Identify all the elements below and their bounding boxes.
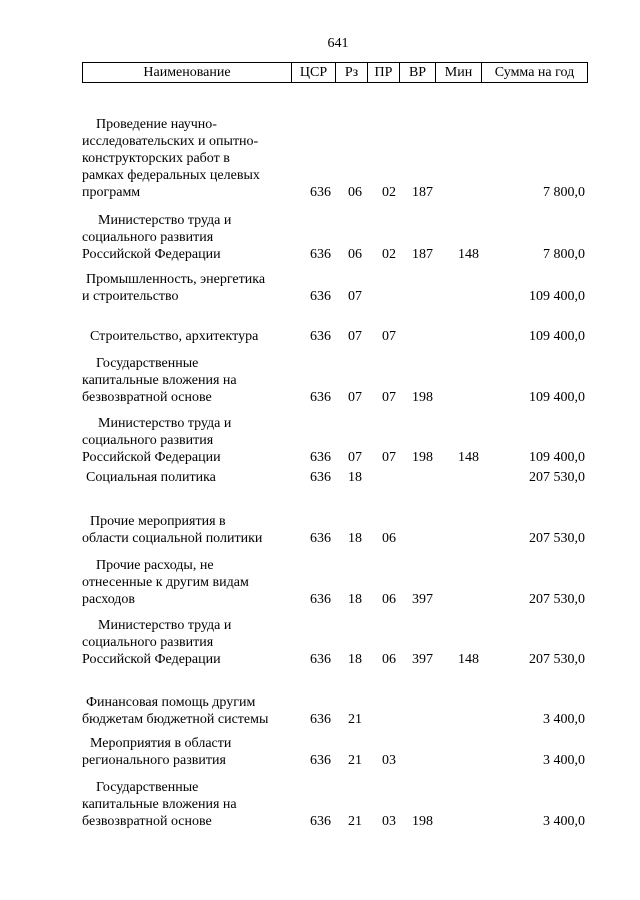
cell-rz: 21 [348, 814, 362, 829]
cell-csr: 636 [310, 450, 331, 465]
header-vr: ВР [400, 63, 436, 82]
row-name-line: Социальная политика [86, 470, 216, 485]
cell-rz: 18 [348, 470, 362, 485]
cell-vr: 187 [412, 247, 433, 262]
row-name-line: Промышленность, энергетика [86, 272, 266, 287]
row-name-line: безвозвратной основе [82, 390, 212, 405]
row-name-line: Министерство труда и [98, 213, 232, 228]
cell-sum: 3 400,0 [543, 814, 585, 829]
cell-csr: 636 [310, 712, 331, 727]
cell-sum: 207 530,0 [529, 531, 585, 546]
cell-rz: 07 [348, 289, 362, 304]
row-name-line: регионального развития [82, 753, 226, 768]
cell-sum: 207 530,0 [529, 470, 585, 485]
row-name-line: Министерство труда и [98, 416, 232, 431]
row-name [82, 328, 292, 345]
row-name [82, 617, 292, 668]
cell-csr: 636 [310, 329, 331, 344]
cell-vr: 397 [412, 652, 433, 667]
cell-rz: 18 [348, 652, 362, 667]
cell-sum: 7 800,0 [543, 185, 585, 200]
cell-csr: 636 [310, 592, 331, 607]
cell-sum: 3 400,0 [543, 712, 585, 727]
cell-csr: 636 [310, 247, 331, 262]
cell-sum: 207 530,0 [529, 652, 585, 667]
row-name-line: Министерство труда и [98, 618, 232, 633]
row-name [82, 469, 292, 486]
row-name-line: безвозвратной основе [82, 814, 212, 829]
header-rz: Рз [336, 63, 368, 82]
header-name: Наименование [83, 63, 292, 82]
cell-sum: 109 400,0 [529, 289, 585, 304]
cell-pr: 02 [382, 247, 396, 262]
cell-sum: 3 400,0 [543, 753, 585, 768]
row-name-line: Российской Федерации [82, 450, 221, 465]
cell-sum: 207 530,0 [529, 592, 585, 607]
cell-sum: 109 400,0 [529, 329, 585, 344]
cell-pr: 07 [382, 390, 396, 405]
row-name-line: Государственные [96, 356, 199, 371]
row-name [82, 415, 292, 466]
row-name-line: рамках федеральных целевых [82, 168, 260, 183]
row-name-line: Финансовая помощь другим [86, 695, 256, 710]
row-name-line: программ [82, 185, 141, 200]
row-name-line: Российской Федерации [82, 652, 221, 667]
cell-vr: 397 [412, 592, 433, 607]
cell-pr: 06 [382, 531, 396, 546]
cell-vr: 198 [412, 390, 433, 405]
table-header [82, 62, 588, 83]
cell-vr: 187 [412, 185, 433, 200]
row-name [82, 735, 292, 769]
cell-pr: 06 [382, 592, 396, 607]
cell-rz: 21 [348, 712, 362, 727]
row-name [82, 355, 292, 406]
row-name [82, 271, 292, 305]
row-name-line: Прочие мероприятия в [90, 514, 226, 529]
cell-pr: 07 [382, 329, 396, 344]
cell-csr: 636 [310, 390, 331, 405]
row-name-line: исследовательских и опытно- [82, 134, 259, 149]
header-sum: Сумма на год [494, 65, 575, 80]
row-name [82, 513, 292, 547]
cell-csr: 636 [310, 289, 331, 304]
cell-pr: 07 [382, 450, 396, 465]
row-name-line: Прочие расходы, не [96, 558, 214, 573]
header-pr: ПР [368, 63, 400, 82]
cell-rz: 21 [348, 753, 362, 768]
row-name-line: Строительство, архитектура [90, 329, 259, 344]
cell-csr: 636 [310, 753, 331, 768]
cell-csr: 636 [310, 814, 331, 829]
row-name-line: отнесенные к другим видам [82, 575, 249, 590]
cell-rz: 07 [348, 450, 362, 465]
row-name-line: Проведение научно- [96, 117, 217, 132]
row-name [82, 557, 292, 608]
cell-rz: 06 [348, 185, 362, 200]
row-name [82, 694, 292, 728]
row-name-line: бюджетам бюджетной системы [82, 712, 269, 727]
cell-rz: 06 [348, 247, 362, 262]
cell-pr: 02 [382, 185, 396, 200]
cell-pr: 03 [382, 753, 396, 768]
row-name [82, 212, 292, 263]
cell-csr: 636 [310, 470, 331, 485]
cell-sum: 7 800,0 [543, 247, 585, 262]
header-csr: ЦСР [292, 63, 336, 82]
cell-rz: 18 [348, 592, 362, 607]
row-name-line: области социальной политики [82, 531, 263, 546]
row-name [82, 779, 292, 830]
row-name-line: социального развития [82, 635, 214, 650]
row-name-line: Мероприятия в области [90, 736, 232, 751]
cell-min: 148 [458, 652, 479, 667]
row-name-line: Государственные [96, 780, 199, 795]
cell-sum: 109 400,0 [529, 450, 585, 465]
cell-rz: 07 [348, 390, 362, 405]
row-name-line: конструкторских работ в [82, 151, 230, 166]
cell-pr: 06 [382, 652, 396, 667]
cell-csr: 636 [310, 652, 331, 667]
cell-csr: 636 [310, 185, 331, 200]
row-name-line: капитальные вложения на [82, 797, 237, 812]
row-name-line: расходов [82, 592, 136, 607]
row-name-line: социального развития [82, 433, 214, 448]
header-min: Мин [436, 63, 482, 82]
row-name-line: капитальные вложения на [82, 373, 237, 388]
cell-rz: 18 [348, 531, 362, 546]
page-number: 641 [327, 36, 349, 51]
cell-rz: 07 [348, 329, 362, 344]
row-name-line: социального развития [82, 230, 214, 245]
cell-min: 148 [458, 450, 479, 465]
row-name [82, 116, 292, 201]
cell-vr: 198 [412, 450, 433, 465]
row-name-line: Российской Федерации [82, 247, 221, 262]
row-name-line: и строительство [82, 289, 179, 304]
cell-min: 148 [458, 247, 479, 262]
cell-csr: 636 [310, 531, 331, 546]
cell-vr: 198 [412, 814, 433, 829]
cell-pr: 03 [382, 814, 396, 829]
cell-sum: 109 400,0 [529, 390, 585, 405]
